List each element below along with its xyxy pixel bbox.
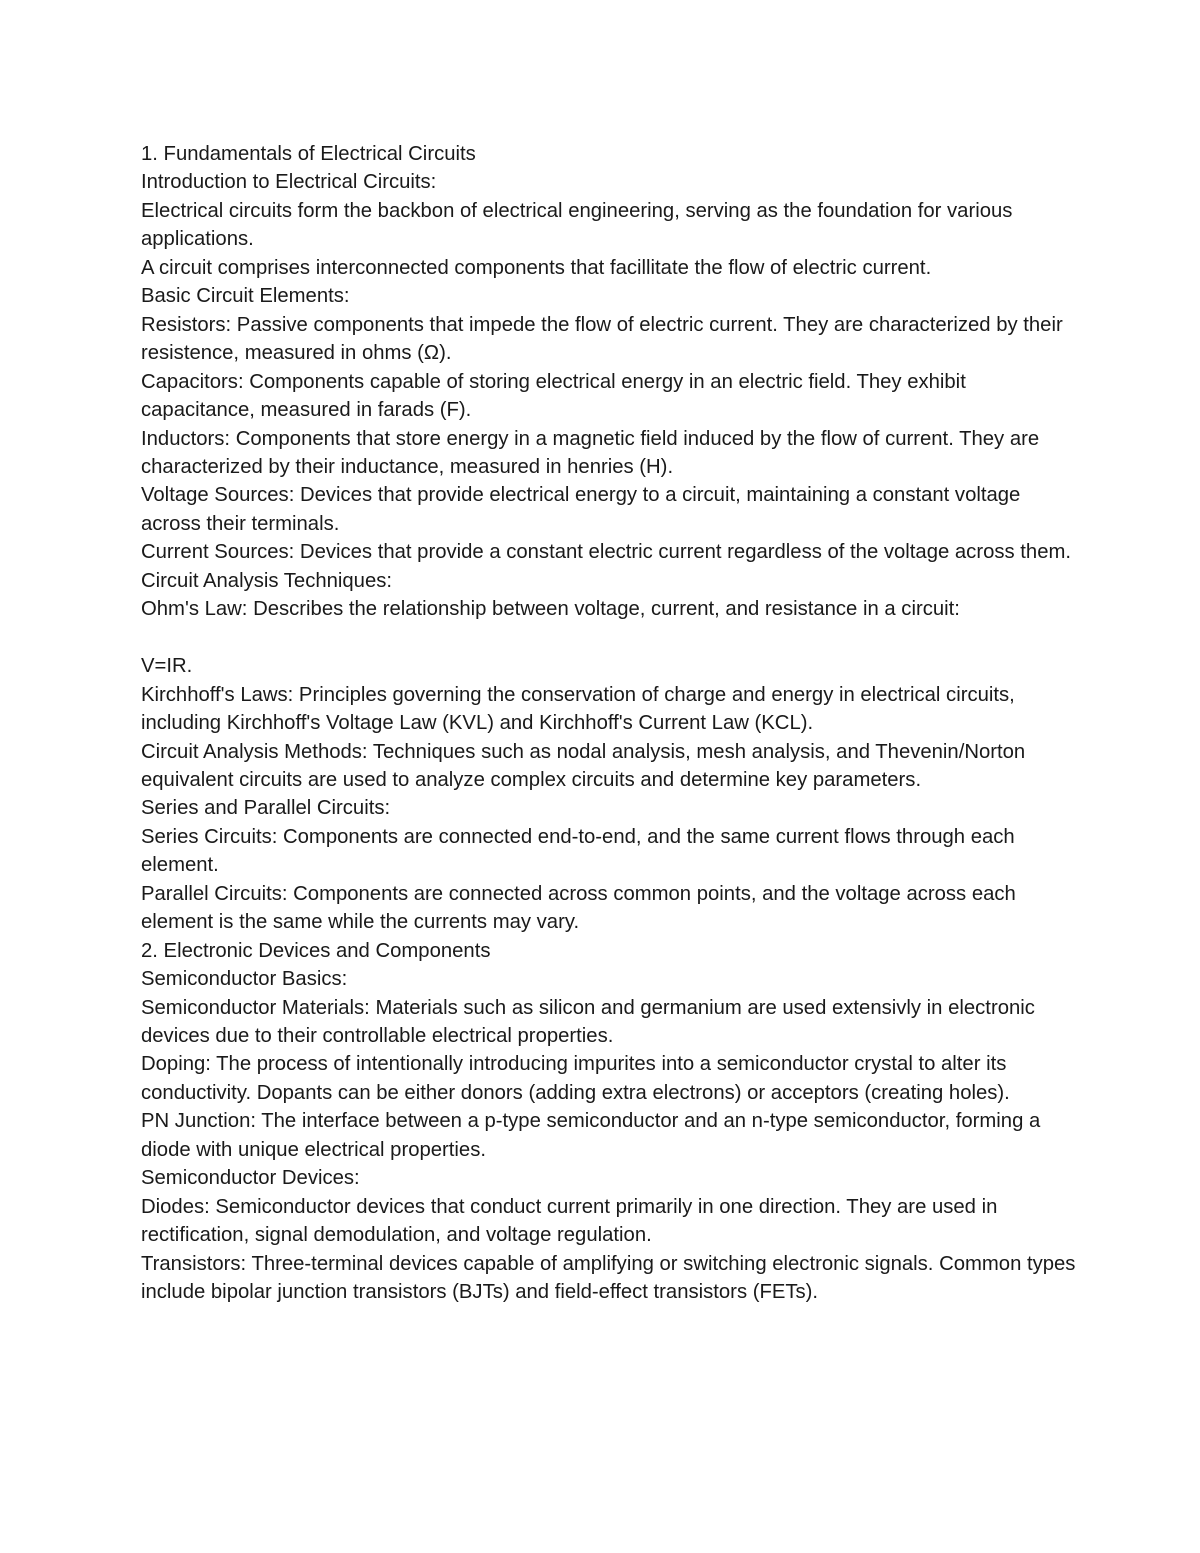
paragraph: Ohm's Law: Describes the relationship between voltage, current, and resistance in a circuit: (141, 598, 960, 621)
equation: V=IR. (141, 655, 193, 678)
blank-line (141, 624, 1076, 652)
subheading: Basic Circuit Elements: (141, 285, 350, 308)
subheading: Semiconductor Devices: (141, 1167, 360, 1190)
paragraph: PN Junction: The interface between a p-type semiconductor and an n-type semiconductor, forming a diode with unique electrical properties. (141, 1110, 1041, 1161)
paragraph: Current Sources: Devices that provide a constant electric current regardless of the voltage across them. (141, 541, 1071, 564)
section-heading: 1. Fundamentals of Electrical Circuits (141, 143, 476, 165)
paragraph: Resistors: Passive components that impede the flow of electric current. They are characterized by their resistence, measured in ohms (Ω). (141, 313, 1063, 365)
paragraph: Diodes: Semiconductor devices that conduct current primarily in one direction. They are used in rectification, signal demodulation, and voltage regulation. (141, 1195, 998, 1247)
paragraph: Voltage Sources: Devices that provide electrical energy to a circuit, maintaining a constant voltage across their terminals. (141, 484, 1021, 535)
paragraph: Parallel Circuits: Components are connected across common points, and the voltage across each element is the same while the currents may vary. (141, 882, 1016, 934)
paragraph: Kirchhoff's Laws: Principles governing the conservation of charge and energy in electrical circuits, including Kirchhoff's Voltage Law (KVL) and Kirchhoff's Current Law (KCL). (141, 683, 1015, 735)
paragraph: Transistors: Three-terminal devices capable of amplifying or switching electronic signals. Common types include bipolar junction transistors (BJTs) and field-effect transistors (FETs). (141, 1252, 1076, 1304)
subheading: Series and Parallel Circuits: (141, 797, 391, 820)
subheading: Semiconductor Basics: (141, 968, 348, 991)
paragraph: Electrical circuits form the backbon of electrical engineering, serving as the foundation for various applications. (141, 199, 1013, 251)
subheading: Circuit Analysis Techniques: (141, 569, 393, 592)
paragraph: A circuit comprises interconnected components that facillitate the flow of electric current. (141, 256, 932, 279)
paragraph: Series Circuits: Components are connected end-to-end, and the same current flows through each element. (141, 825, 1015, 877)
paragraph: Semiconductor Materials: Materials such as silicon and germanium are used extensivly in electronic devices due to their controllable electrical properties. (141, 996, 1035, 1048)
paragraph: Circuit Analysis Methods: Techniques such as nodal analysis, mesh analysis, and Thevenin/Norton equivalent circuits are used to analyze complex circuits and determine key parameters. (141, 740, 1026, 791)
document-body (141, 140, 1076, 1307)
paragraph: Capacitors: Components capable of storing electrical energy in an electric field. They exhibit capacitance, measured in farads (F). (141, 370, 966, 422)
paragraph: Doping: The process of intentionally introducing impurites into a semiconductor crystal to alter its conductivity. Dopants can be either donors (adding extra electrons) or acceptors (creating holes). (141, 1053, 1010, 1104)
subheading: Introduction to Electrical Circuits: (141, 171, 437, 194)
section-heading: 2. Electronic Devices and Components (141, 939, 491, 962)
paragraph: Inductors: Components that store energy in a magnetic field induced by the flow of current. They are characterized by their inductance, measured in henries (H). (141, 427, 1040, 478)
